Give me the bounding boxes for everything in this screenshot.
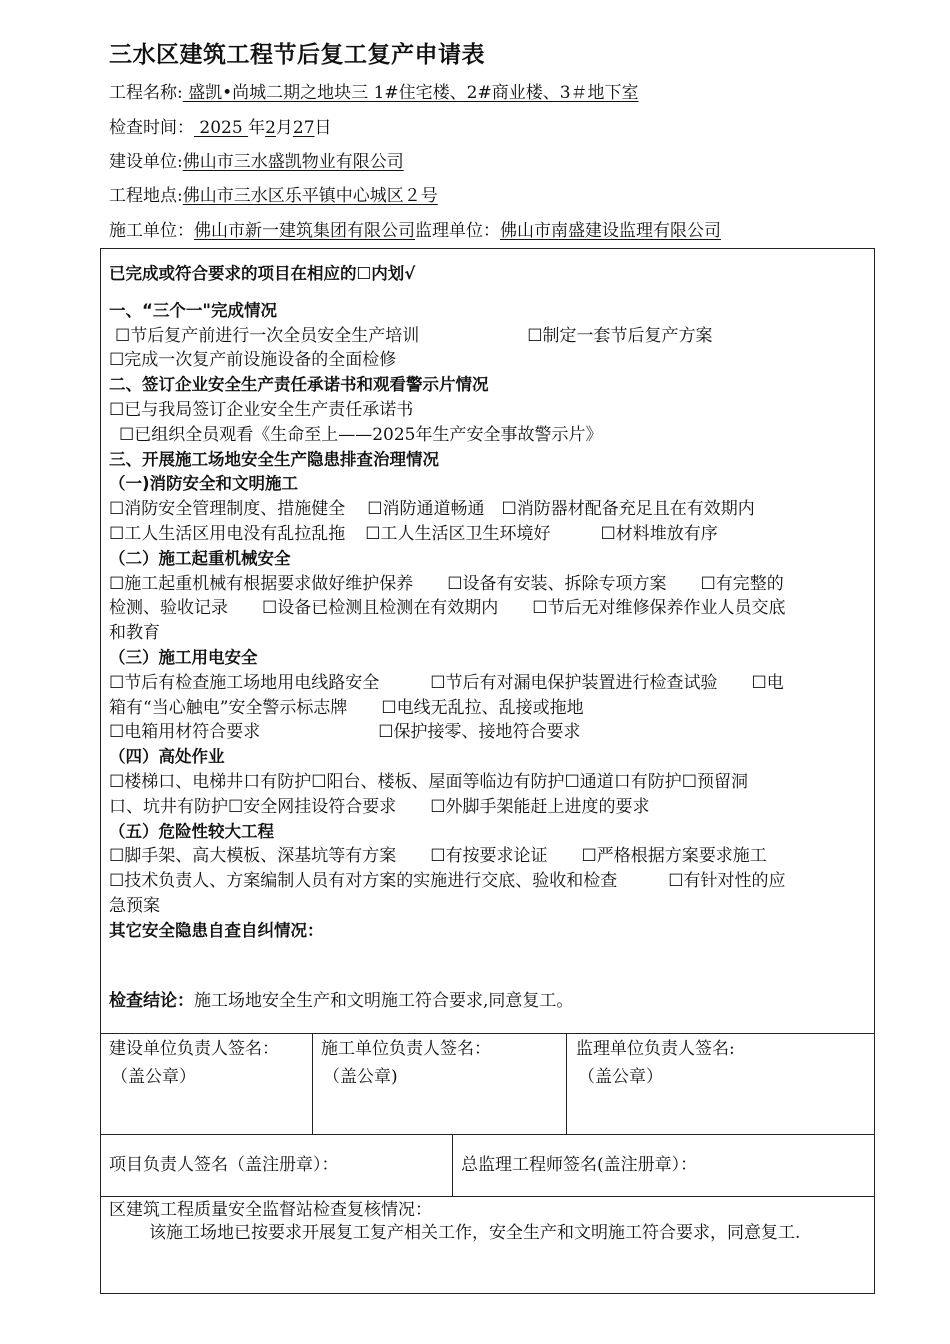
subsection-fire-heading: （一)消防安全和文明施工 — [109, 474, 299, 494]
supervisor-value: 佛山市南盛建设监理有限公司 — [500, 221, 721, 241]
checklist-section — [109, 262, 869, 1013]
inspection-year: 2025 — [194, 118, 249, 138]
electric-line[interactable]: 箱有“当心触电”安全警示标志牌 ☐电线无乱拉、乱接或拖地 — [109, 697, 584, 718]
builder-seal-label: （盖公章） — [111, 1067, 196, 1087]
chief-supervisor-signature[interactable]: 总监理工程师签名(盖注册章）： — [461, 1155, 698, 1175]
table-divider — [100, 1134, 875, 1135]
checkbox-item[interactable]: ☐完成一次复产前设施设备的全面检修 — [109, 350, 397, 371]
month-unit: 月 — [275, 118, 293, 138]
inspection-time-label: 检查时间： — [109, 118, 194, 138]
contractor-seal-label: （盖公章) — [323, 1067, 398, 1087]
conclusion-value: 施工场地安全生产和文明施工符合要求,同意复工。 — [194, 990, 574, 1011]
project-name-label: 工程名称: — [109, 83, 183, 103]
checkbox-item[interactable]: ☐已与我局签订企业安全生产责任承诺书 — [109, 399, 414, 420]
subsection-crane-heading: （二）施工起重机械安全 — [109, 548, 291, 568]
height-line[interactable]: ☐楼梯口、电梯井口有防护☐阳台、楼板、屋面等临边有防护☐通道口有防护☐预留洞 — [109, 771, 748, 792]
table-divider — [100, 1033, 875, 1034]
contractor-label: 施工单位： — [109, 221, 194, 241]
electric-row-3 — [109, 720, 869, 745]
subsection-danger-heading: （五）危险性较大工程 — [109, 821, 274, 841]
section-2-heading: 二、签订企业安全生产责任承诺书和观看警示片情况 — [109, 375, 489, 395]
checkbox-item[interactable]: ☐已组织全员观看《生命至上——2025年生产安全事故警示片》 — [119, 424, 603, 445]
crane-line[interactable]: ☐施工起重机械有根据要求做好维护保养 ☐设备有安装、拆除专项方案 ☐有完整的 — [109, 573, 784, 594]
conclusion-line — [109, 989, 869, 1014]
project-name-value: 盛凯•尚城二期之地块三 1#住宅楼、2#商业楼、3＃地下室 — [182, 83, 639, 103]
contractor-value: 佛山市新一建筑集团有限公司 — [194, 221, 415, 241]
danger-line: 急预案 — [109, 895, 160, 916]
danger-line[interactable]: ☐技术负责人、方案编制人员有对方案的实施进行交底、验收和检查 ☐有针对性的应 — [109, 871, 786, 892]
builder-signature-cell[interactable] — [109, 1035, 279, 1091]
table-divider — [452, 1134, 453, 1196]
section-3-heading: 三、开展施工场地安全生产隐患排查治理情况 — [109, 449, 439, 469]
page-title: 三水区建筑工程节后复工复产申请表 — [109, 42, 485, 68]
project-manager-signature[interactable]: 项目负责人签名（盖注册章）： — [109, 1155, 339, 1175]
checkbox-item[interactable]: ☐节后复产前进行一次全员安全生产培训 — [115, 325, 420, 346]
crane-line[interactable]: 检测、验收记录 ☐设备已检测且检测在有效期内 ☐节后无对维修保养作业人员交底 — [109, 598, 786, 619]
table-divider — [566, 1033, 567, 1134]
inspection-month: 2 — [265, 118, 276, 138]
section-1-row — [109, 324, 869, 349]
height-line[interactable]: 口、坑井有防护☐安全网挂设符合要求 ☐外脚手架能赶上进度的要求 — [109, 796, 650, 817]
checkbox-item[interactable]: ☐工人生活区用电没有乱拉乱拖 — [109, 523, 346, 544]
review-label: 区建筑工程质量安全监督站检查复核情况： — [109, 1200, 432, 1220]
inspection-day: 27 — [292, 118, 315, 138]
year-unit: 年 — [248, 118, 266, 138]
checkbox-item[interactable]: ☐制定一套节后复产方案 — [527, 325, 713, 346]
site-label: 工程地点: — [109, 186, 183, 206]
fire-row-2 — [109, 522, 869, 547]
builder-value: 佛山市三水盛凯物业有限公司 — [182, 152, 404, 172]
inspection-time-line — [109, 113, 332, 138]
checkbox-item[interactable]: ☐工人生活区卫生环境好 — [365, 523, 551, 544]
conclusion-label: 检查结论： — [109, 990, 194, 1011]
review-text: 该施工场地已按要求开展复工复产相关工作，安全生产和文明施工符合要求，同意复工. — [149, 1223, 801, 1243]
fire-row-1 — [109, 497, 869, 522]
table-divider — [312, 1033, 313, 1134]
checkbox-item[interactable]: ☐材料堆放有序 — [600, 523, 718, 544]
supervisor-signature-cell[interactable] — [576, 1035, 735, 1091]
subsection-electric-heading: （三）施工用电安全 — [109, 647, 258, 667]
checkbox-item[interactable]: ☐消防通道畅通 — [367, 499, 485, 520]
day-unit: 日 — [314, 118, 332, 138]
crane-line: 和教育 — [109, 623, 160, 644]
site-value: 佛山市三水区乐平镇中心城区２号 — [182, 186, 438, 206]
builder-label: 建设单位: — [109, 152, 183, 172]
other-hazards-label: 其它安全隐患自查自纠情况： — [109, 920, 324, 940]
section-1-heading: 一、“三个一"完成情况 — [109, 300, 277, 320]
supervisor-seal-label: （盖公章） — [578, 1067, 663, 1087]
contractor-line — [109, 216, 721, 241]
builder-signature-label: 建设单位负责人签名： — [109, 1039, 279, 1059]
checklist-instruction: 已完成或符合要求的项目在相应的☐内划√ — [109, 264, 416, 283]
checkbox-item[interactable]: ☐电箱用材符合要求 — [109, 722, 261, 743]
supervisor-signature-label: 监理单位负责人签名: — [576, 1039, 735, 1059]
subsection-height-heading: （四）高处作业 — [109, 747, 225, 767]
builder-line — [109, 147, 404, 172]
supervisor-label: 监理单位： — [415, 221, 500, 241]
site-line — [109, 181, 438, 206]
checkbox-item[interactable]: ☐消防安全管理制度、措施健全 — [109, 499, 346, 520]
contractor-signature-cell[interactable] — [321, 1035, 491, 1091]
checkbox-item[interactable]: ☐保护接零、接地符合要求 — [378, 722, 581, 743]
electric-line[interactable]: ☐节后有检查施工场地用电线路安全 ☐节后有对漏电保护装置进行检查试验 ☐电 — [109, 672, 784, 693]
checkbox-item[interactable]: ☐消防器材配备充足且在有效期内 — [501, 499, 755, 520]
danger-line[interactable]: ☐脚手架、高大模板、深基坑等有方案 ☐有按要求论证 ☐严格根据方案要求施工 — [109, 846, 767, 867]
project-name-line — [109, 78, 639, 103]
contractor-signature-label: 施工单位负责人签名： — [321, 1039, 491, 1059]
